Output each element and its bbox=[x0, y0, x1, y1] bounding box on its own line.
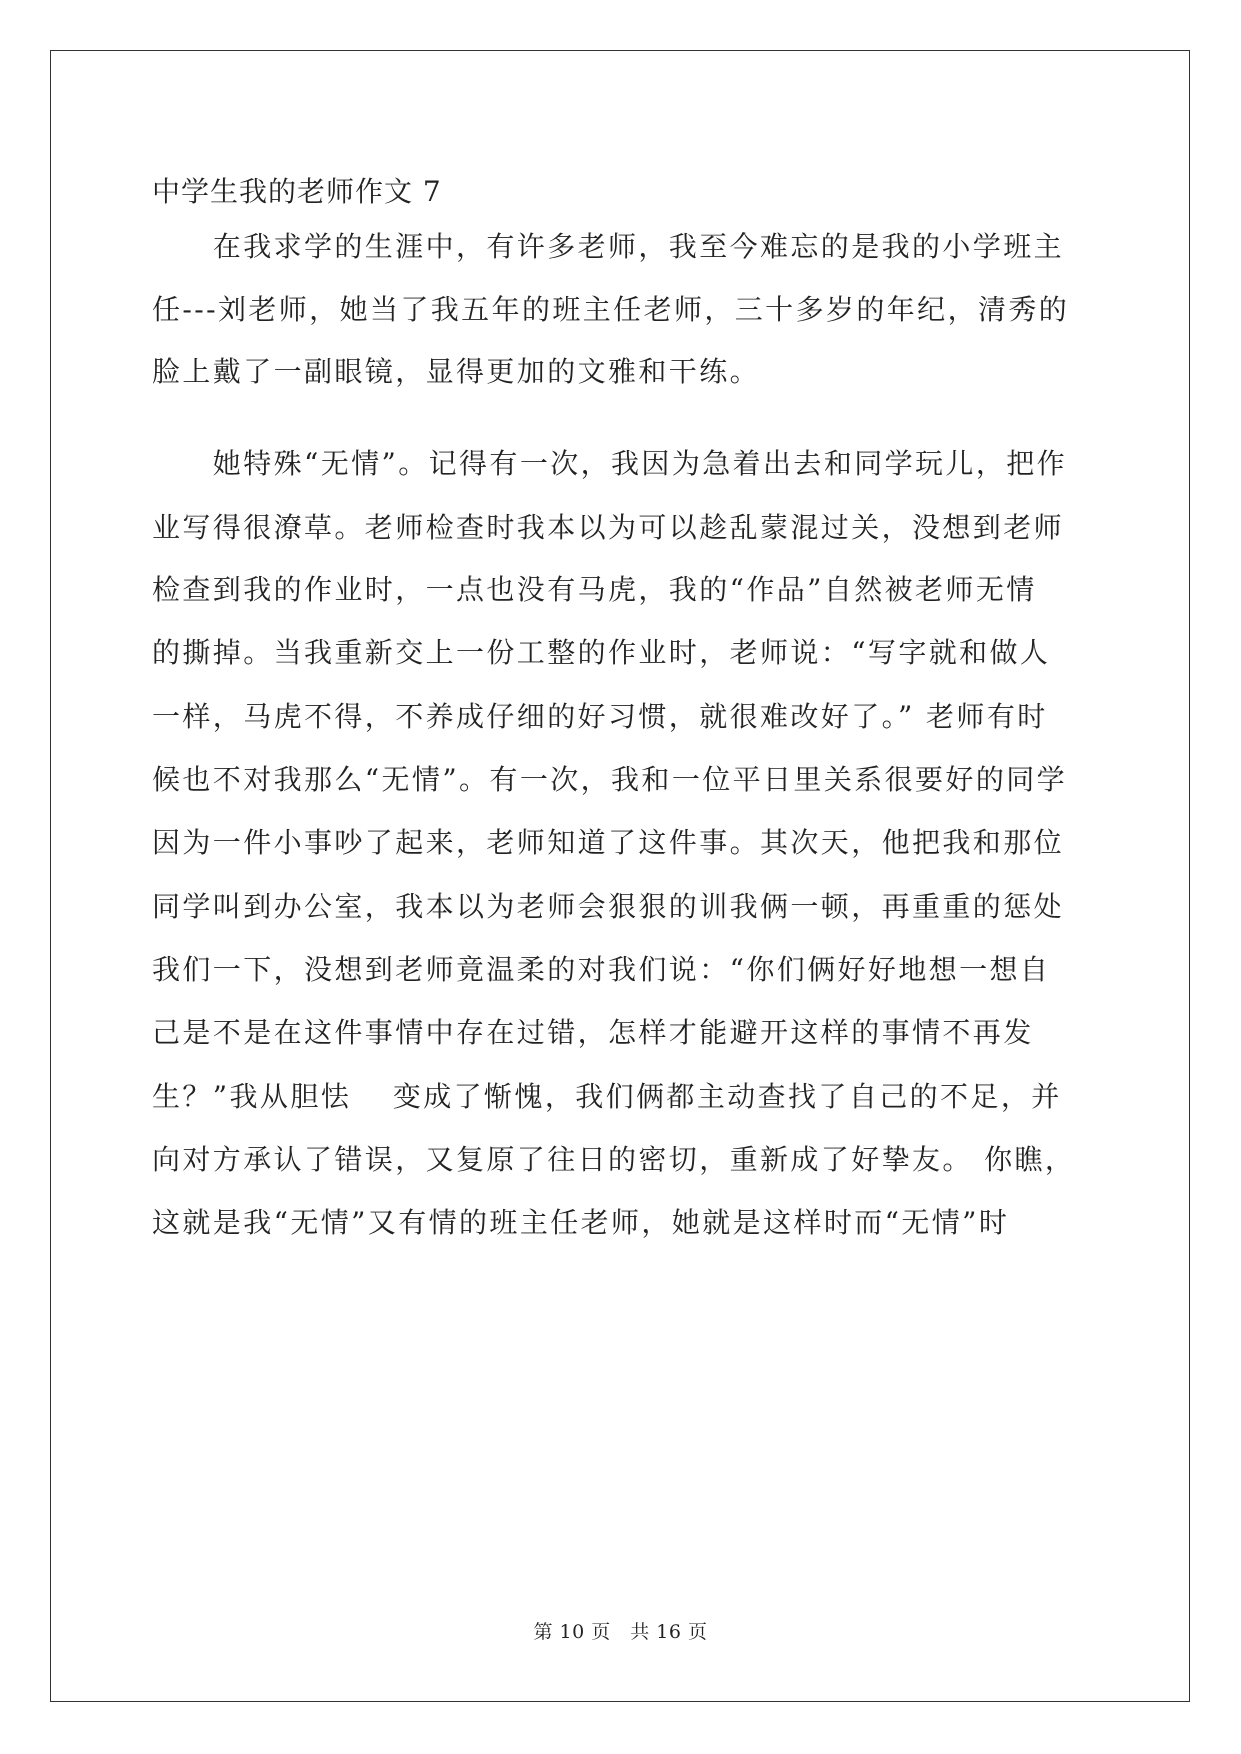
body-line-6: 检查到我的作业时，一点也没有马虎，我的“作品”自然被老师无情 bbox=[152, 573, 1037, 606]
body-line-16: 这就是我“无情”又有情的班主任老师，她就是这样时而“无情”时 bbox=[152, 1206, 1010, 1239]
body-line-5: 业写得很潦草。老师检查时我本以为可以趁乱蒙混过关，没想到老师 bbox=[152, 511, 1065, 544]
body-line-2: 任---刘老师，她当了我五年的班主任老师，三十多岁的年纪，清秀的 bbox=[152, 293, 1070, 326]
body-line-7: 的撕掉。当我重新交上一份工整的作业时，老师说：“写字就和做人 bbox=[152, 636, 1051, 669]
body-line-8: 一样，马虎不得，不养成仔细的好习惯，就很难改好了。” 老师有时 bbox=[152, 700, 1048, 733]
body-line-4: 她特殊“无情”。记得有一次，我因为急着出去和同学玩儿，把作 bbox=[152, 447, 1068, 480]
document-title: 中学生我的老师作文 7 bbox=[152, 175, 442, 208]
body-line-9: 候也不对我那么“无情”。有一次，我和一位平日里关系很要好的同学 bbox=[152, 763, 1068, 796]
body-line-12: 我们一下，没想到老师竟温柔的对我们说：“你们俩好好地想一想自 bbox=[152, 953, 1051, 986]
body-line-10: 因为一件小事吵了起来，老师知道了这件事。其次天，他把我和那位 bbox=[152, 826, 1065, 859]
body-line-1: 在我求学的生涯中，有许多老师，我至今难忘的是我的小学班主 bbox=[152, 230, 1065, 263]
body-line-3: 脸上戴了一副眼镜，显得更加的文雅和干练。 bbox=[152, 355, 761, 388]
body-line-15: 向对方承认了错误，又复原了往日的密切，重新成了好挚友。 你瞧， bbox=[152, 1143, 1076, 1176]
body-line-13: 己是不是在这件事情中存在过错，怎样才能避开这样的事情不再发 bbox=[152, 1016, 1034, 1049]
page-number-footer: 第 10 页 共 16 页 bbox=[533, 1621, 708, 1643]
body-line-11: 同学叫到办公室，我本以为老师会狠狠的训我俩一顿，再重重的惩处 bbox=[152, 890, 1065, 923]
body-line-14: 生？”我从胆怯 变成了惭愧，我们俩都主动查找了自己的不足，并 bbox=[152, 1080, 1062, 1113]
